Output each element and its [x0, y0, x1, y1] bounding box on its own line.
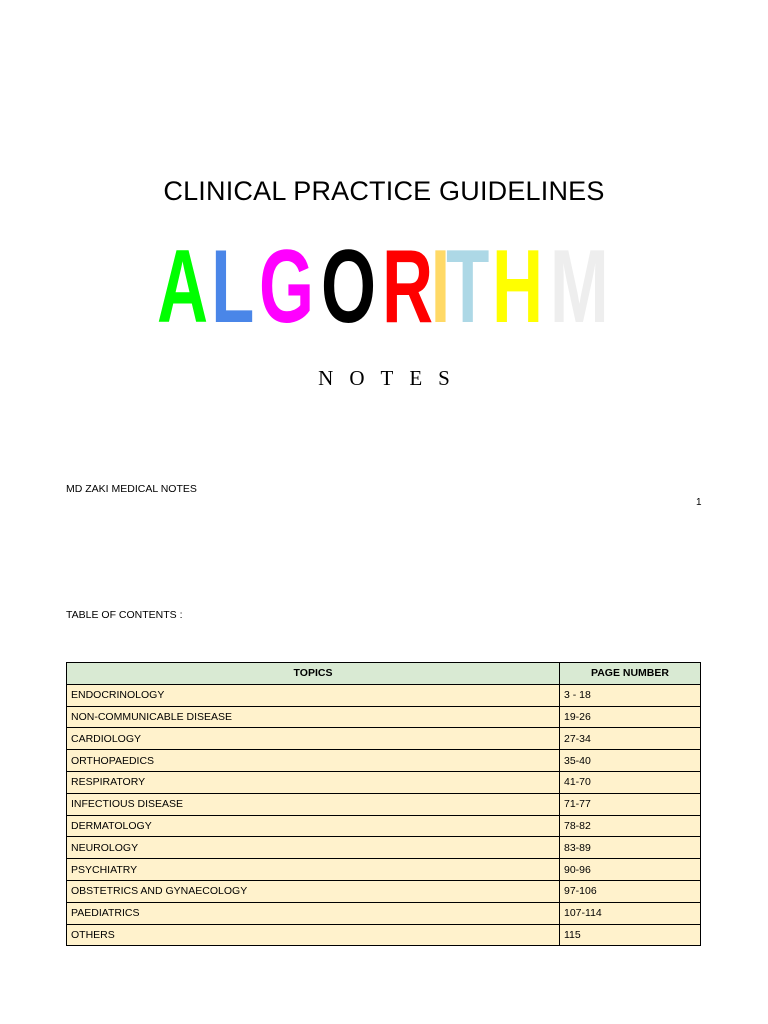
page-number: 1 — [696, 497, 702, 508]
table-row — [67, 793, 701, 815]
toc-topic-cell: PSYCHIATRY — [67, 859, 560, 881]
toc-page-cell: 71-77 — [560, 793, 701, 815]
logo-letter: A — [157, 229, 209, 345]
table-row — [67, 728, 701, 750]
logo-letter: G — [258, 229, 314, 345]
toc-page-cell: 27-34 — [560, 728, 701, 750]
toc-page-cell: 107-114 — [560, 902, 701, 924]
toc-topic-cell: RESPIRATORY — [67, 771, 560, 793]
toc-label: TABLE OF CONTENTS : — [66, 609, 183, 621]
toc-table — [66, 662, 701, 946]
toc-header-page-number: PAGE NUMBER — [560, 663, 701, 685]
toc-topic-cell: ENDOCRINOLOGY — [67, 684, 560, 706]
toc-topic-cell: ORTHOPAEDICS — [67, 750, 560, 772]
toc-topic-cell: OTHERS — [67, 924, 560, 946]
toc-topic-cell: DERMATOLOGY — [67, 815, 560, 837]
toc-page-cell: 97-106 — [560, 880, 701, 902]
toc-page-cell: 41-70 — [560, 771, 701, 793]
table-row — [67, 771, 701, 793]
logo-letter: O — [320, 229, 376, 345]
toc-topic-cell: INFECTIOUS DISEASE — [67, 793, 560, 815]
logo-letter: R — [381, 229, 433, 345]
toc-topic-cell: PAEDIATRICS — [67, 902, 560, 924]
toc-page-cell: 78-82 — [560, 815, 701, 837]
toc-header-topics: TOPICS — [67, 663, 560, 685]
table-row — [67, 750, 701, 772]
toc-topic-cell: CARDIOLOGY — [67, 728, 560, 750]
toc-page-cell: 35-40 — [560, 750, 701, 772]
table-row — [67, 684, 701, 706]
toc-page-cell: 90-96 — [560, 859, 701, 881]
table-row — [67, 815, 701, 837]
logo-letter: L — [211, 229, 255, 345]
algorithm-logo — [0, 229, 768, 345]
toc-page-cell: 19-26 — [560, 706, 701, 728]
logo-letter: M — [550, 229, 610, 345]
toc-topic-cell: NEUROLOGY — [67, 837, 560, 859]
toc-topic-cell: NON-COMMUNICABLE DISEASE — [67, 706, 560, 728]
table-row — [67, 924, 701, 946]
toc-header-row — [67, 663, 701, 685]
toc-page-cell: 3 - 18 — [560, 684, 701, 706]
author-label: MD ZAKI MEDICAL NOTES — [66, 483, 197, 495]
logo-letter: I — [430, 229, 450, 345]
table-row — [67, 706, 701, 728]
table-row — [67, 902, 701, 924]
table-row — [67, 837, 701, 859]
toc-page-cell: 83-89 — [560, 837, 701, 859]
toc-topic-cell: OBSTETRICS AND GYNAECOLOGY — [67, 880, 560, 902]
table-row — [67, 880, 701, 902]
notes-subtitle: NOTES — [318, 366, 466, 390]
toc-page-cell: 115 — [560, 924, 701, 946]
page-title: CLINICAL PRACTICE GUIDELINES — [163, 176, 605, 206]
table-row — [67, 859, 701, 881]
logo-letter: H — [492, 229, 544, 345]
logo-letter: T — [445, 229, 489, 345]
